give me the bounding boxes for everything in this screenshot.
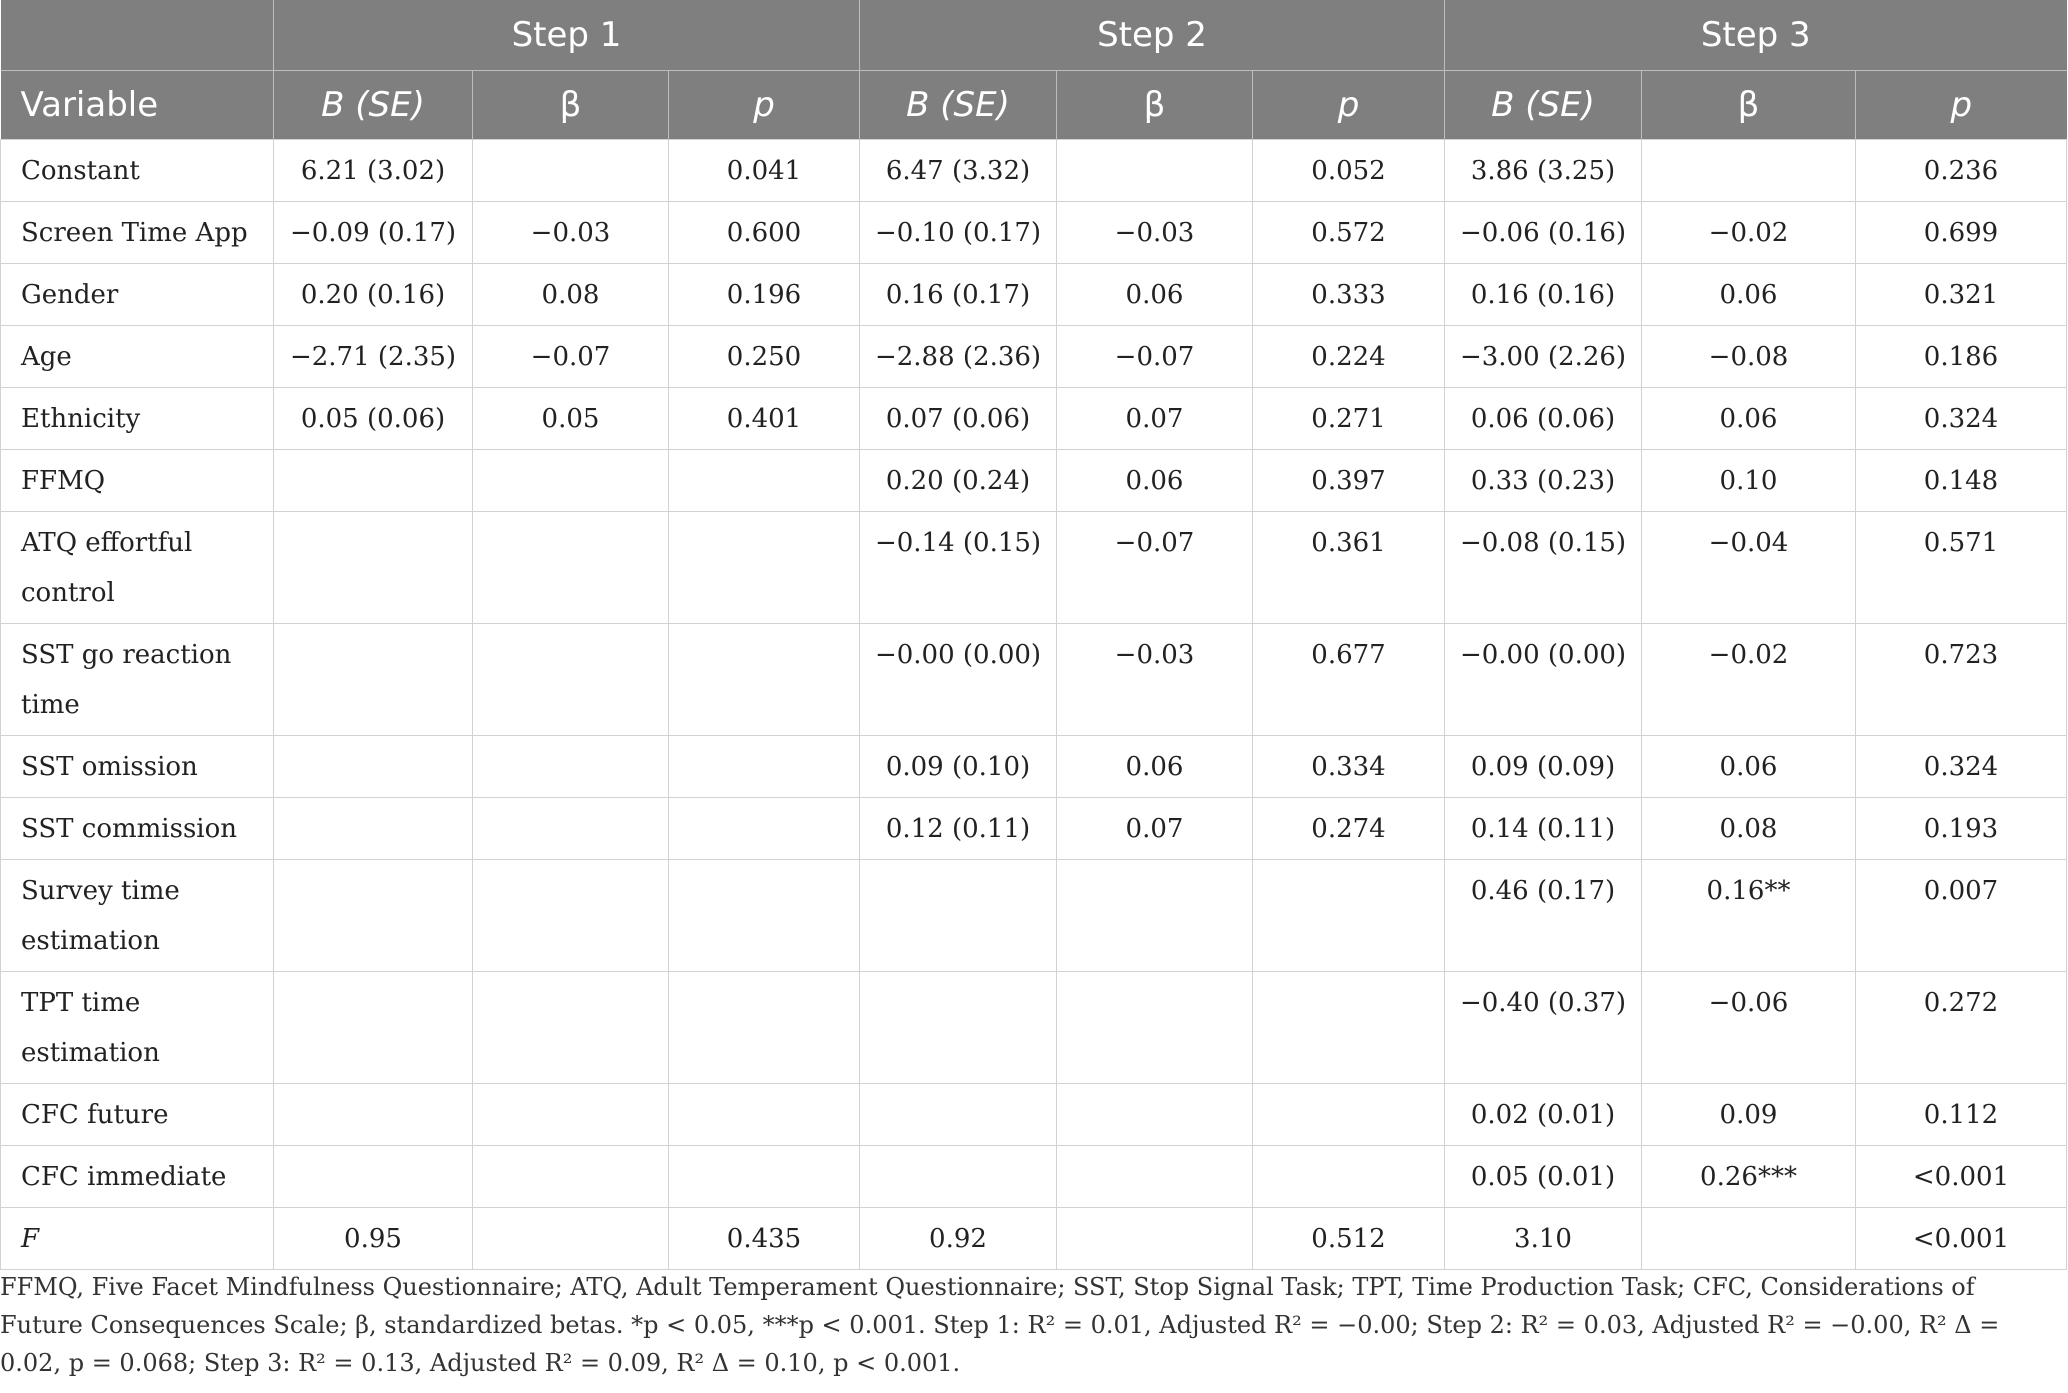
table-row [1,736,2067,798]
table-row [1,972,2067,1084]
step2-p-cell: 0.512 [1253,1208,1445,1270]
step2-b-se-cell [860,1084,1057,1146]
step1-p-cell: 0.401 [669,388,860,450]
step2-b-se-cell [860,860,1057,972]
step3-beta-cell: 0.06 [1642,264,1856,326]
step3-beta-cell [1642,140,1856,202]
step2-b-se-cell: −0.10 (0.17) [860,202,1057,264]
header-blank [1,0,274,71]
variable-name: SST omission [1,736,274,798]
col-b-se: B (SE) [274,71,473,140]
step3-p-cell: 0.112 [1856,1084,2067,1146]
step3-p-cell: 0.324 [1856,736,2067,798]
table-row [1,140,2067,202]
step3-beta-cell: −0.04 [1642,512,1856,624]
step2-beta-cell [1057,972,1253,1084]
step1-p-cell: 0.435 [669,1208,860,1270]
step2-p-cell: 0.224 [1253,326,1445,388]
variable-name: Survey time estimation [1,860,274,972]
step3-p-cell: <0.001 [1856,1208,2067,1270]
step3-beta-cell: −0.02 [1642,624,1856,736]
col-p: p [669,71,860,140]
step2-p-cell: 0.334 [1253,736,1445,798]
step1-beta-cell [473,798,669,860]
step1-b-se-cell: 0.95 [274,1208,473,1270]
step1-beta-cell: −0.07 [473,326,669,388]
table-row [1,798,2067,860]
variable-name: ATQ effortful control [1,512,274,624]
step3-b-se-cell: −3.00 (2.26) [1445,326,1642,388]
step1-b-se-cell: 0.05 (0.06) [274,388,473,450]
step2-b-se-cell: 6.47 (3.32) [860,140,1057,202]
step3-beta-cell: 0.06 [1642,736,1856,798]
variable-name: Constant [1,140,274,202]
step3-b-se-cell: 3.10 [1445,1208,1642,1270]
step3-p-cell: <0.001 [1856,1146,2067,1208]
step3-b-se-cell: 0.14 (0.11) [1445,798,1642,860]
step1-beta-cell [473,1208,669,1270]
step3-beta-cell: 0.26*** [1642,1146,1856,1208]
step2-beta-cell: −0.03 [1057,624,1253,736]
table-row [1,1208,2067,1270]
step-3-header: Step 3 [1445,0,2067,71]
table-row [1,860,2067,972]
step2-b-se-cell: 0.20 (0.24) [860,450,1057,512]
step3-b-se-cell: 0.46 (0.17) [1445,860,1642,972]
table-row [1,624,2067,736]
step2-beta-cell: 0.07 [1057,388,1253,450]
step1-b-se-cell [274,860,473,972]
step1-p-cell [669,972,860,1084]
col-b-se: B (SE) [1445,71,1642,140]
step1-beta-cell [473,736,669,798]
variable-name: TPT time estimation [1,972,274,1084]
step1-beta-cell [473,1146,669,1208]
step2-beta-cell: −0.03 [1057,202,1253,264]
variable-name: CFC immediate [1,1146,274,1208]
step2-b-se-cell: 0.07 (0.06) [860,388,1057,450]
step1-b-se-cell [274,512,473,624]
step2-b-se-cell: 0.12 (0.11) [860,798,1057,860]
step3-p-cell: 0.723 [1856,624,2067,736]
step1-p-cell: 0.250 [669,326,860,388]
step2-p-cell: 0.271 [1253,388,1445,450]
step1-p-cell [669,450,860,512]
step3-p-cell: 0.236 [1856,140,2067,202]
step3-beta-cell: 0.06 [1642,388,1856,450]
step2-p-cell: 0.333 [1253,264,1445,326]
step1-beta-cell: 0.08 [473,264,669,326]
variable-name: CFC future [1,1084,274,1146]
step2-p-cell: 0.572 [1253,202,1445,264]
step1-beta-cell [473,512,669,624]
variable-name: Ethnicity [1,388,274,450]
step2-beta-cell: −0.07 [1057,326,1253,388]
step3-b-se-cell: −0.40 (0.37) [1445,972,1642,1084]
variable-name: SST commission [1,798,274,860]
step1-p-cell [669,798,860,860]
table-row [1,202,2067,264]
step3-b-se-cell: 0.02 (0.01) [1445,1084,1642,1146]
step1-p-cell [669,624,860,736]
variable-name: F [1,1208,274,1270]
step3-b-se-cell: −0.06 (0.16) [1445,202,1642,264]
step2-beta-cell: 0.06 [1057,264,1253,326]
step2-b-se-cell: −2.88 (2.36) [860,326,1057,388]
step1-p-cell [669,512,860,624]
step2-beta-cell: −0.07 [1057,512,1253,624]
step1-beta-cell [473,860,669,972]
step3-b-se-cell: 0.09 (0.09) [1445,736,1642,798]
step-2-header: Step 2 [860,0,1445,71]
table-footnote: FFMQ, Five Facet Mindfulness Questionnaire; ATQ, Adult Temperament Questionnaire; SST, Stop Signal Task; TPT, Time Production Task; CFC, Considerations of Future Consequences Scale; β, standardized betas. *p < 0.05, ***p < 0.001. Step 1: R² = 0.01, Adjusted R² = −0.00; Step 2: R² = 0.03, Adjusted R² = −0.00, R² Δ = 0.02, p = 0.068; Step 3: R² = 0.13, Adjusted R² = 0.09, R² Δ = 0.10, p < 0.001. [0,1273,2000,1377]
variable-name: SST go reaction time [1,624,274,736]
step1-b-se-cell: 0.20 (0.16) [274,264,473,326]
step2-p-cell: 0.274 [1253,798,1445,860]
step1-b-se-cell: 6.21 (3.02) [274,140,473,202]
step-header-row [1,0,2067,71]
step2-beta-cell [1057,1146,1253,1208]
step3-b-se-cell: 0.16 (0.16) [1445,264,1642,326]
step1-p-cell: 0.041 [669,140,860,202]
step1-beta-cell [473,1084,669,1146]
step2-p-cell [1253,1146,1445,1208]
step1-beta-cell: −0.03 [473,202,669,264]
step1-p-cell: 0.600 [669,202,860,264]
step3-p-cell: 0.148 [1856,450,2067,512]
step3-beta-cell: 0.09 [1642,1084,1856,1146]
table-row [1,388,2067,450]
step2-p-cell: 0.361 [1253,512,1445,624]
step3-beta-cell [1642,1208,1856,1270]
step2-p-cell [1253,1084,1445,1146]
step1-beta-cell: 0.05 [473,388,669,450]
step1-beta-cell [473,624,669,736]
step2-b-se-cell: 0.92 [860,1208,1057,1270]
step2-p-cell [1253,972,1445,1084]
variable-name: Age [1,326,274,388]
step3-p-cell: 0.007 [1856,860,2067,972]
step1-beta-cell [473,140,669,202]
step2-beta-cell: 0.06 [1057,736,1253,798]
variable-name: FFMQ [1,450,274,512]
step3-beta-cell: 0.08 [1642,798,1856,860]
step1-p-cell [669,860,860,972]
step3-p-cell: 0.324 [1856,388,2067,450]
table-row [1,450,2067,512]
step2-beta-cell: 0.07 [1057,798,1253,860]
step2-beta-cell [1057,140,1253,202]
variable-name: Gender [1,264,274,326]
step3-p-cell: 0.272 [1856,972,2067,1084]
step2-beta-cell [1057,860,1253,972]
step1-b-se-cell [274,798,473,860]
step2-b-se-cell: 0.09 (0.10) [860,736,1057,798]
variable-header: Variable [1,71,274,140]
step1-beta-cell [473,450,669,512]
table-row [1,326,2067,388]
table-body [1,140,2067,1270]
step3-b-se-cell: 3.86 (3.25) [1445,140,1642,202]
step3-beta-cell: 0.16** [1642,860,1856,972]
step2-p-cell: 0.052 [1253,140,1445,202]
step1-b-se-cell [274,1084,473,1146]
col-beta: β [1642,71,1856,140]
step3-b-se-cell: 0.06 (0.06) [1445,388,1642,450]
col-b-se: B (SE) [860,71,1057,140]
step2-b-se-cell [860,1146,1057,1208]
step2-b-se-cell: 0.16 (0.17) [860,264,1057,326]
step1-beta-cell [473,972,669,1084]
step2-p-cell: 0.677 [1253,624,1445,736]
step3-beta-cell: −0.06 [1642,972,1856,1084]
step1-p-cell [669,1146,860,1208]
step3-b-se-cell: 0.05 (0.01) [1445,1146,1642,1208]
table-row [1,264,2067,326]
step2-b-se-cell [860,972,1057,1084]
col-p: p [1253,71,1445,140]
step-1-header: Step 1 [274,0,860,71]
step2-b-se-cell: −0.00 (0.00) [860,624,1057,736]
step1-b-se-cell: −0.09 (0.17) [274,202,473,264]
step3-p-cell: 0.193 [1856,798,2067,860]
step2-p-cell [1253,860,1445,972]
step1-b-se-cell [274,450,473,512]
step2-beta-cell [1057,1084,1253,1146]
step3-b-se-cell: −0.00 (0.00) [1445,624,1642,736]
step3-beta-cell: −0.02 [1642,202,1856,264]
step3-p-cell: 0.699 [1856,202,2067,264]
table-row [1,1146,2067,1208]
step2-beta-cell [1057,1208,1253,1270]
step3-p-cell: 0.571 [1856,512,2067,624]
step1-b-se-cell [274,972,473,1084]
step3-p-cell: 0.186 [1856,326,2067,388]
step1-b-se-cell [274,1146,473,1208]
step2-p-cell: 0.397 [1253,450,1445,512]
step1-p-cell [669,736,860,798]
variable-name: Screen Time App [1,202,274,264]
step1-p-cell [669,1084,860,1146]
step3-p-cell: 0.321 [1856,264,2067,326]
step3-beta-cell: −0.08 [1642,326,1856,388]
step1-b-se-cell: −2.71 (2.35) [274,326,473,388]
step1-b-se-cell [274,736,473,798]
col-p: p [1856,71,2067,140]
col-beta: β [473,71,669,140]
step3-beta-cell: 0.10 [1642,450,1856,512]
step1-p-cell: 0.196 [669,264,860,326]
step2-b-se-cell: −0.14 (0.15) [860,512,1057,624]
col-beta: β [1057,71,1253,140]
step2-beta-cell: 0.06 [1057,450,1253,512]
step1-b-se-cell [274,624,473,736]
table-row [1,1084,2067,1146]
table-row [1,512,2067,624]
step3-b-se-cell: −0.08 (0.15) [1445,512,1642,624]
column-header-row [1,71,2067,140]
step3-b-se-cell: 0.33 (0.23) [1445,450,1642,512]
